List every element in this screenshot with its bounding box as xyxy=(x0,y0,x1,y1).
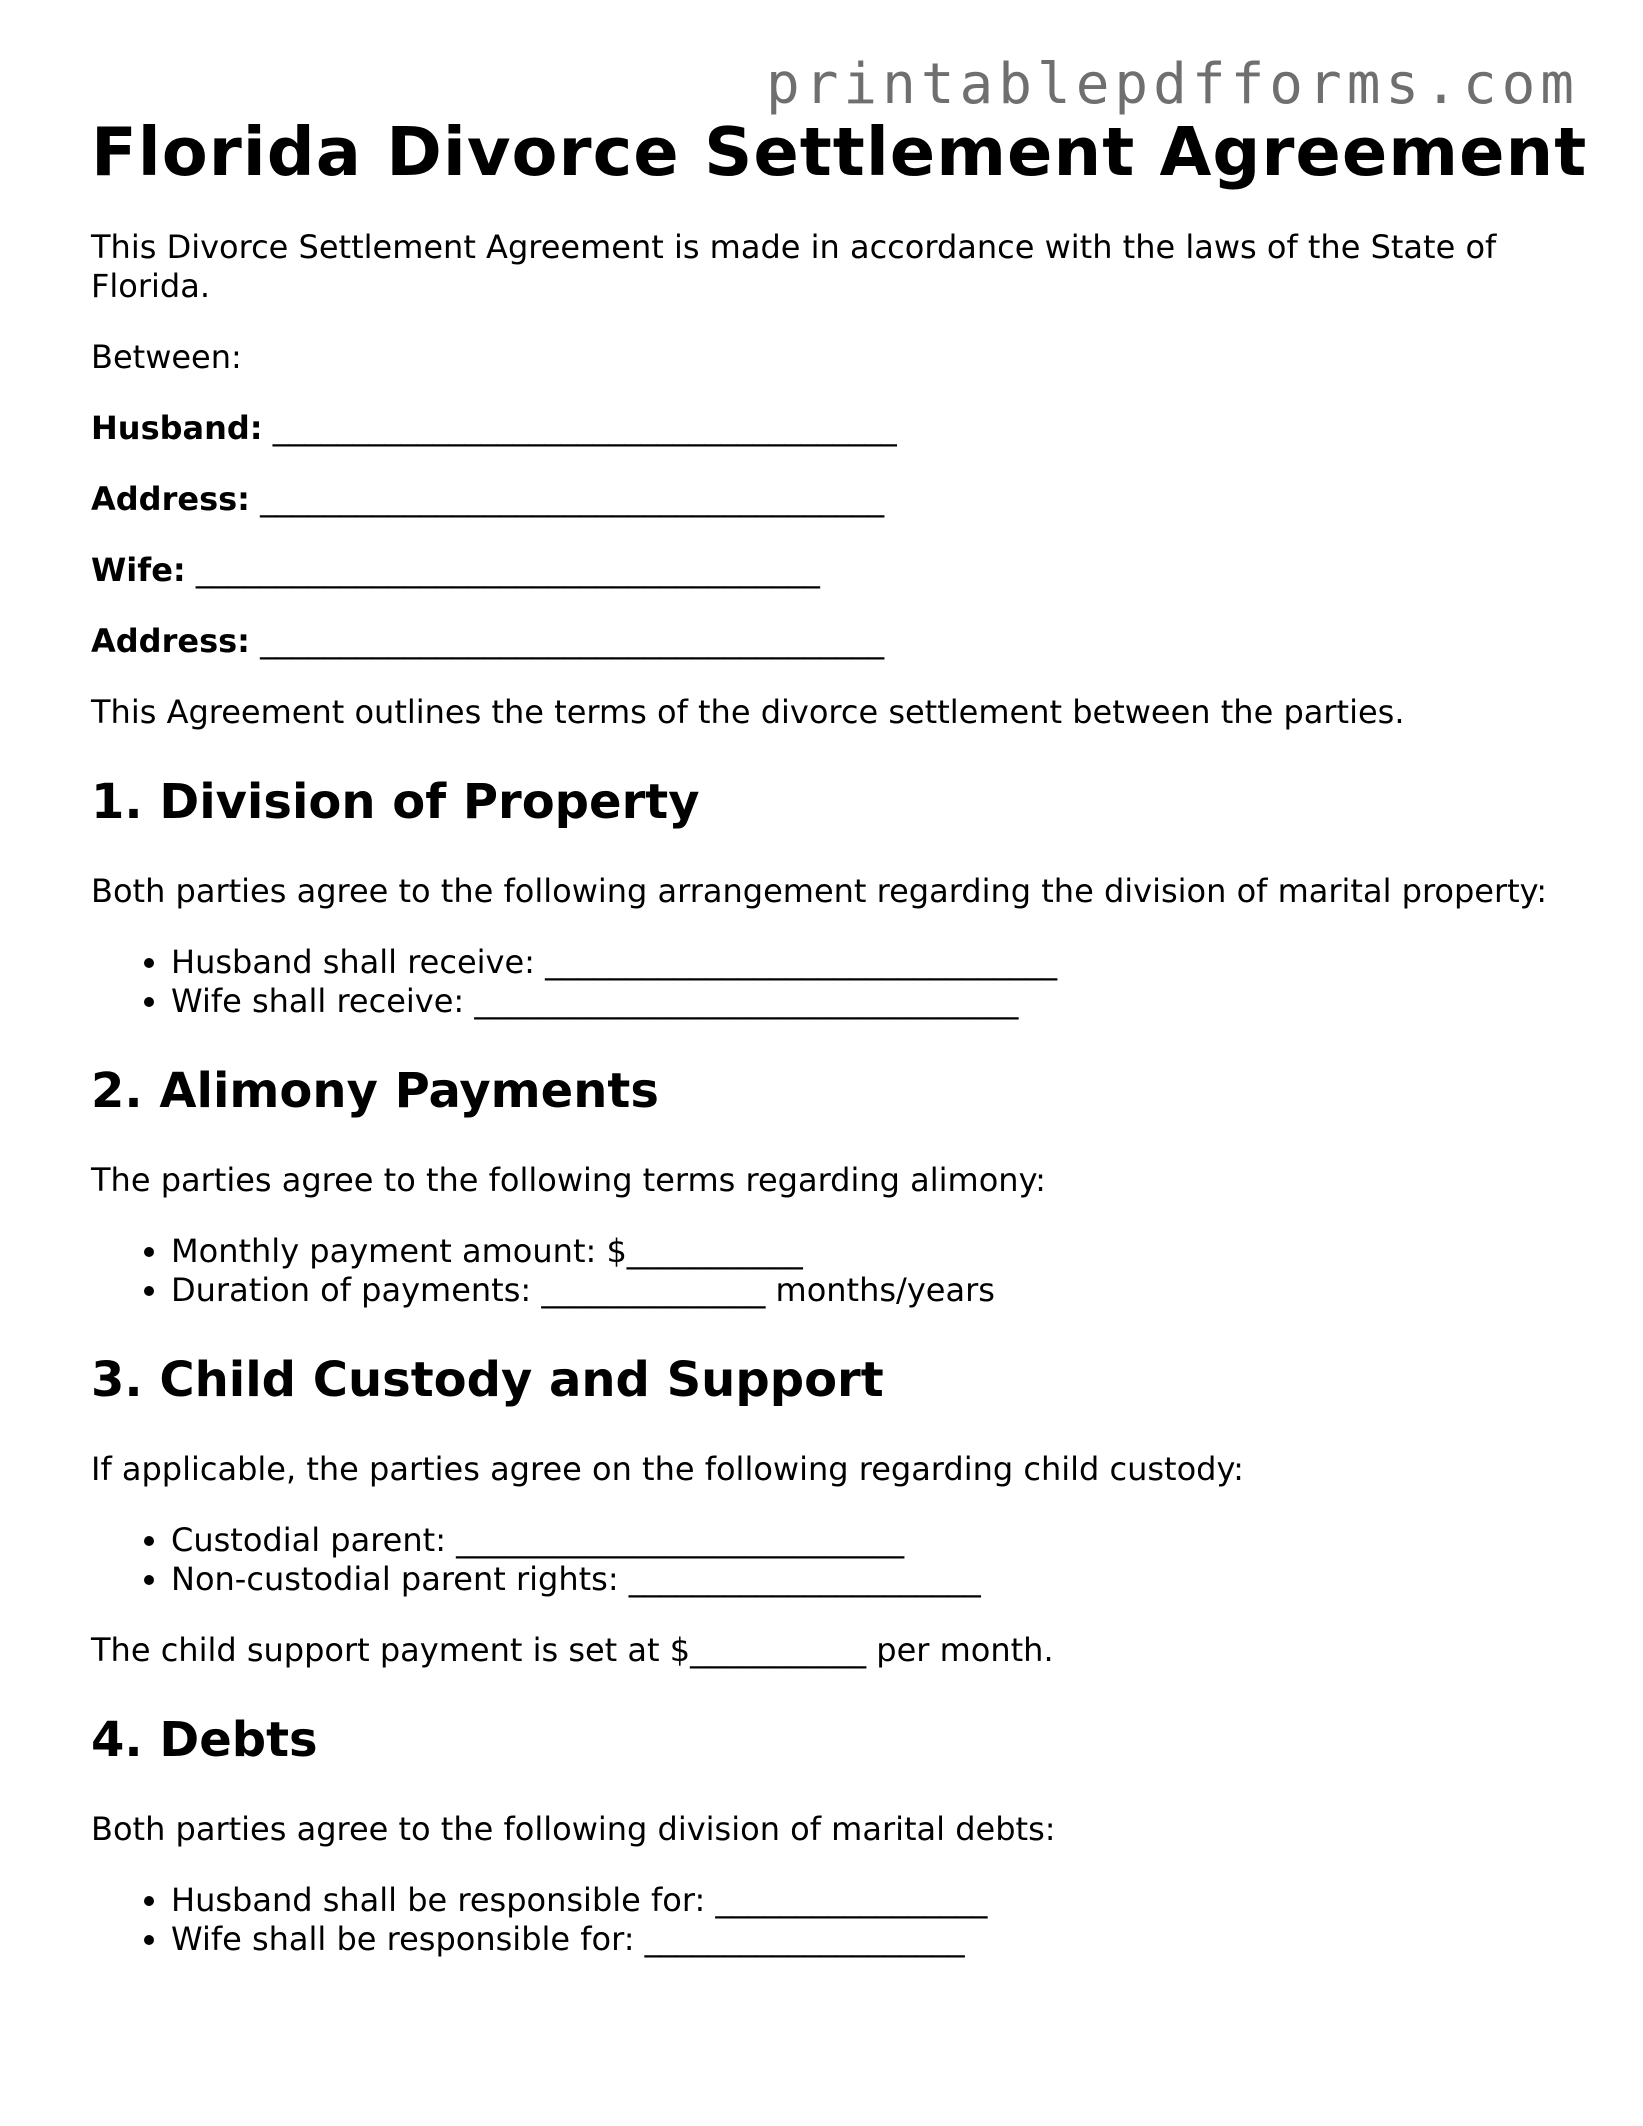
custody-paragraph: If applicable, the parties agree on the following regarding child custody: xyxy=(91,1450,1244,1488)
intro-paragraph: This Divorce Settlement Agreement is made in accordance with the laws of the State of Florida. xyxy=(91,228,1497,305)
alimony-paragraph: The parties agree to the following terms regarding alimony: xyxy=(91,1161,1046,1199)
wife-address-line xyxy=(91,622,1551,661)
wife-line xyxy=(91,551,1551,590)
between-label: Between: xyxy=(91,338,242,376)
section-heading-debts: 4. Debts xyxy=(91,1712,318,1768)
husband-label: Husband: xyxy=(91,409,263,447)
list-item: • Wife shall receive: __________________________________ xyxy=(171,982,1551,1021)
husband-address-blank[interactable]: _______________________________________ xyxy=(260,480,885,518)
wife-label: Wife: xyxy=(91,551,186,589)
wife-blank[interactable]: _______________________________________ xyxy=(195,551,820,589)
debts-list xyxy=(91,1881,1551,1959)
husband-line xyxy=(91,409,1551,448)
list-item: • Wife shall be responsible for: ____________________ xyxy=(171,1920,1551,1959)
document-title: Florida Divorce Settlement Agreement xyxy=(91,113,1588,191)
wife-address-label: Address: xyxy=(91,622,250,660)
section-heading-custody: 3. Child Custody and Support xyxy=(91,1352,884,1408)
document-page xyxy=(91,112,1588,1959)
husband-address-label: Address: xyxy=(91,480,250,518)
outline-paragraph: This Agreement outlines the terms of the divorce settlement between the parties. xyxy=(91,693,1405,731)
watermark: printablepdfforms.com xyxy=(765,52,1579,117)
list-item: • Husband shall receive: ________________________________ xyxy=(171,943,1551,982)
section-heading-alimony: 2. Alimony Payments xyxy=(91,1063,659,1119)
wife-address-blank[interactable]: _______________________________________ xyxy=(260,622,885,660)
list-item: • Non-custodial parent rights: ______________________ xyxy=(171,1560,1551,1599)
custody-list xyxy=(91,1521,1551,1599)
section-heading-property: 1. Division of Property xyxy=(91,774,700,830)
property-list xyxy=(91,943,1551,1021)
property-paragraph: Both parties agree to the following arrangement regarding the division of marital property: xyxy=(91,872,1548,910)
husband-address-line xyxy=(91,480,1551,519)
list-item: • Custodial parent: ____________________________ xyxy=(171,1521,1551,1560)
child-support-paragraph: The child support payment is set at $___________ per month. xyxy=(91,1631,1054,1669)
alimony-list xyxy=(91,1232,1551,1310)
list-item: • Husband shall be responsible for: _________________ xyxy=(171,1881,1551,1920)
list-item: • Duration of payments: ______________ months/years xyxy=(171,1271,1551,1310)
list-item: • Monthly payment amount: $___________ xyxy=(171,1232,1551,1271)
debts-paragraph: Both parties agree to the following division of marital debts: xyxy=(91,1810,1056,1848)
husband-blank[interactable]: _______________________________________ xyxy=(272,409,897,447)
